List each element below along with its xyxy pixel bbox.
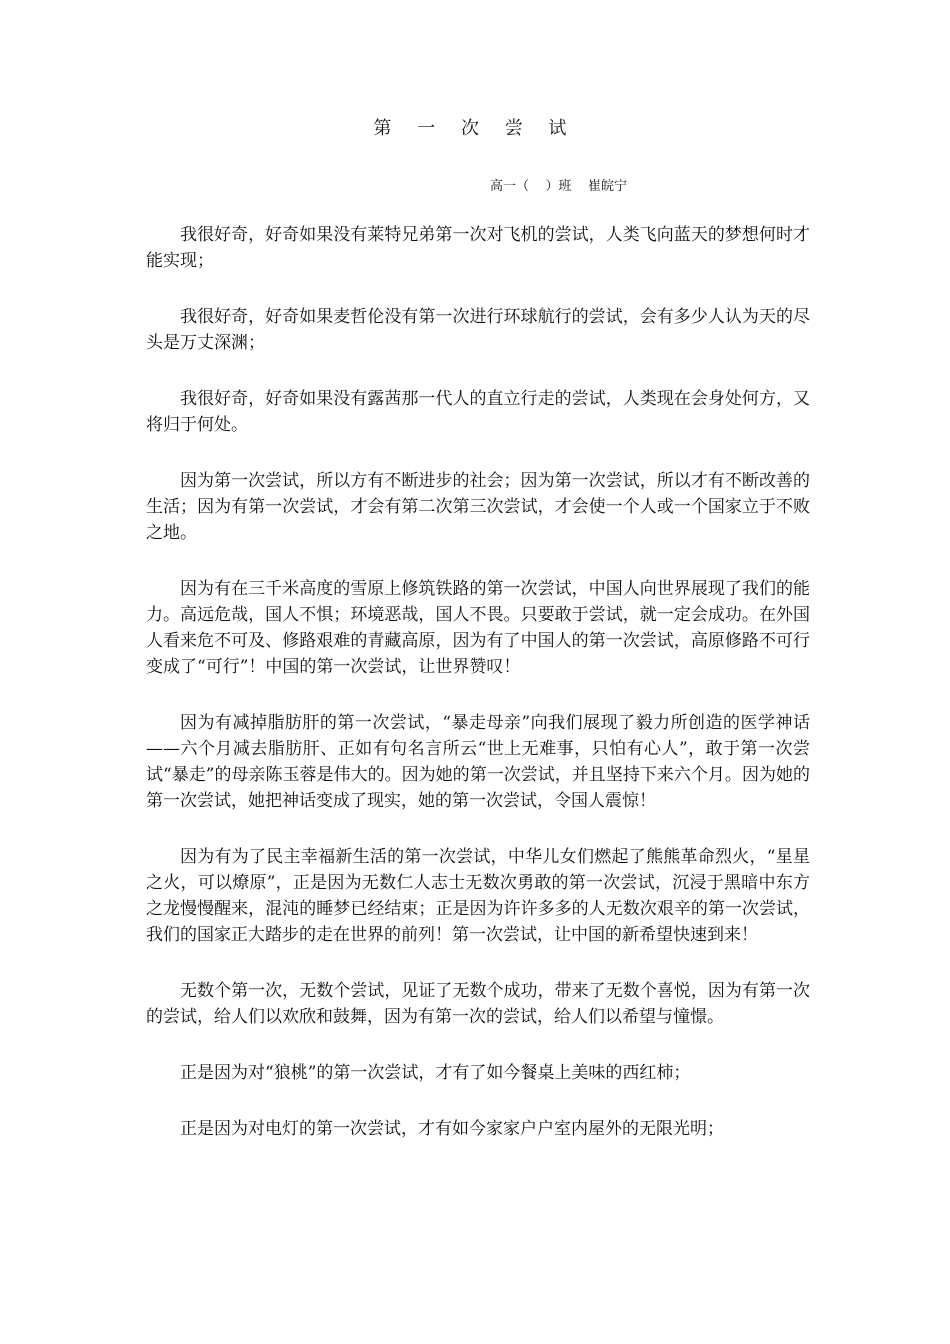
paragraph: 因为第一次尝试，所以方有不断进步的社会；因为第一次尝试，所以才有不断改善的生活；因为有第一次尝试，才会有第二次第三次尝试，才会使一个人或一个国家立于不败之地。: [146, 471, 810, 543]
paragraph: 因为有减掉脂肪肝的第一次尝试，“暴走母亲”向我们展现了毅力所创造的医学神话——六个月减去脂肪肝、正如有句名言所云“世上无难事，只怕有心人”，敢于第一次尝试“暴走”的母亲陈玉蓉是伟大的。因为她的第一次尝试，并且坚持下来六个月。因为她的第一次尝试，她把神话变成了现实，她的第一次尝试，令国人震惊！: [146, 713, 810, 811]
paragraph: 正是因为对“狼桃”的第一次尝试，才有了如今餐桌上美味的西红柿；: [180, 1063, 691, 1083]
paragraph: 我很好奇，好奇如果没有露茜那一代人的直立行走的尝试，人类现在会身处何方，又将归于何处。: [146, 389, 810, 435]
essay-body: [146, 222, 810, 1172]
paragraph: 无数个第一次，无数个尝试，见证了无数个成功，带来了无数个喜悦，因为有第一次的尝试，给人们以欢欣和鼓舞，因为有第一次的尝试，给人们以希望与憧憬。: [146, 981, 810, 1027]
paragraph: 因为有为了民主幸福新生活的第一次尝试，中华儿女们燃起了熊熊革命烈火，“星星之火，可以燎原”，正是因为无数仁人志士无数次勇敢的第一次尝试，沉浸于黑暗中东方之龙慢慢醒来，混沌的睡梦已经结束；正是因为许许多多的人无数次艰辛的第一次尝试，我们的国家正大踏步的走在世界的前列！第一次尝试，让中国的新希望快速到来！: [146, 847, 810, 945]
paragraph: 我很好奇，好奇如果没有莱特兄弟第一次对飞机的尝试，人类飞向蓝天的梦想何时才能实现；: [146, 225, 810, 271]
essay-title: 第 一 次 尝 试: [373, 118, 577, 139]
paragraph: 因为有在三千米高度的雪原上修筑铁路的第一次尝试，中国人向世界展现了我们的能力。高远危哉，国人不惧；环境恶哉，国人不畏。只要敢于尝试，就一定会成功。在外国人看来危不可及、修路艰难的青藏高原，因为有了中国人的第一次尝试，高原修路不可行变成了“可行”！中国的第一次尝试，让世界赞叹！: [146, 579, 810, 677]
paragraph: 正是因为对电灯的第一次尝试，才有如今家家户户室内屋外的无限光明；: [180, 1119, 724, 1139]
author-byline: 高一（ ）班 崔皖宁: [490, 179, 628, 194]
paragraph: 我很好奇，好奇如果麦哲伦没有第一次进行环球航行的尝试，会有多少人认为天的尽头是万丈深渊；: [146, 307, 810, 353]
